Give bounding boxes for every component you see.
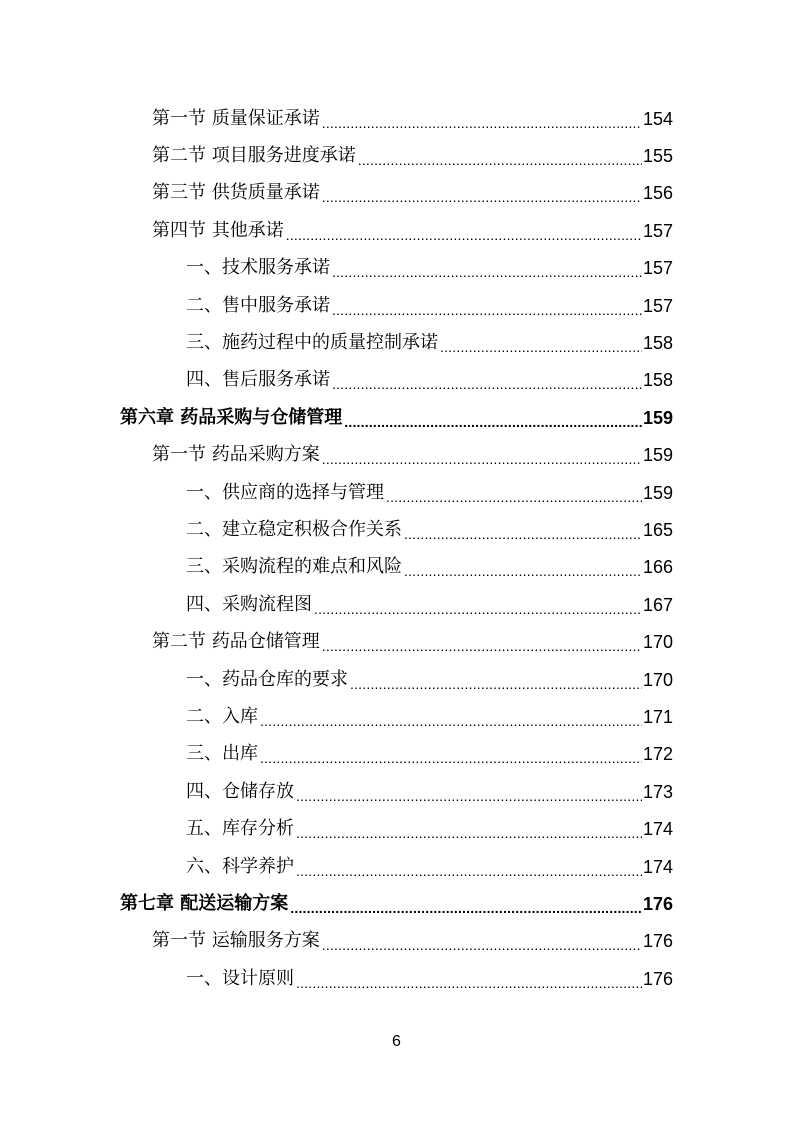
dot-leader [314,594,642,616]
dot-leader [358,145,642,167]
dot-leader [350,669,642,691]
dot-leader [322,444,642,466]
dot-leader [322,108,642,130]
dot-leader [386,482,642,504]
toc-entry-title: 第四节 其他承诺 [152,219,284,241]
toc-entry-item[interactable] [186,474,673,511]
dot-leader [344,407,642,429]
toc-entry-page-number: 157 [642,258,673,279]
toc-entry-title: 一、技术服务承诺 [186,257,330,279]
toc-entry-page-number: 157 [642,220,673,241]
dot-leader [322,930,642,952]
toc-entry-page-number: 159 [642,445,673,466]
toc-entry-page-number: 157 [642,295,673,316]
toc-entry-title: 一、药品仓库的要求 [186,668,348,690]
toc-entry-page-number: 167 [642,594,673,615]
dot-leader [332,295,642,317]
dot-leader [296,781,642,803]
toc-entry-title: 五、库存分析 [186,818,294,840]
toc-entry-title: 第七章 配送运输方案 [120,892,289,914]
toc-entry-item[interactable] [186,549,673,586]
toc-entry-title: 第一节 质量保证承诺 [152,107,320,129]
toc-entry-page-number: 158 [642,370,673,391]
toc-entry-page-number: 159 [642,407,673,428]
toc-entry-title: 三、采购流程的难点和风险 [186,556,402,578]
toc-entry-title: 第二节 项目服务进度承诺 [152,145,356,167]
dot-leader [404,519,642,541]
toc-entry-title: 三、出库 [186,743,258,765]
toc-entry-title: 二、入库 [186,705,258,727]
toc-entry-title: 四、仓储存放 [186,780,294,802]
dot-leader [322,631,642,653]
toc-entry-item[interactable] [186,511,673,548]
toc-entry-title: 四、采购流程图 [186,593,312,615]
toc-entry-page-number: 174 [642,856,673,877]
dot-leader [286,220,642,242]
toc-entry-item[interactable] [186,698,673,735]
dot-leader [260,743,642,765]
toc-entry-section[interactable] [152,137,673,174]
toc-entry-item[interactable] [186,586,673,623]
toc-entry-page-number: 174 [642,819,673,840]
toc-entry-title: 第二节 药品仓储管理 [152,631,320,653]
toc-entry-page-number: 173 [642,781,673,802]
toc-entry-section[interactable] [152,437,673,474]
toc-entry-item[interactable] [186,661,673,698]
dot-leader [322,182,642,204]
toc-entry-title: 三、施药过程中的质量控制承诺 [186,332,438,354]
toc-entry-page-number: 165 [642,519,673,540]
toc-entry-page-number: 172 [642,744,673,765]
toc-entry-item[interactable] [186,362,673,399]
toc-entry-page-number: 176 [642,893,673,914]
toc-entry-page-number: 154 [642,108,673,129]
toc-entry-section[interactable] [152,623,673,660]
dot-leader [332,257,642,279]
toc-entry-page-number: 171 [642,706,673,727]
toc-entry-title: 一、供应商的选择与管理 [186,481,384,503]
dot-leader [296,818,642,840]
toc-entry-chapter[interactable] [120,885,673,922]
toc-entry-chapter[interactable] [120,399,673,436]
dot-leader [296,968,642,990]
toc-entry-item[interactable] [186,773,673,810]
dot-leader [296,856,642,878]
toc-entry-item[interactable] [186,960,673,997]
toc-entry-title: 第六章 药品采购与仓储管理 [120,406,343,428]
toc-entry-title: 二、售中服务承诺 [186,294,330,316]
table-of-contents [0,100,793,997]
toc-entry-page-number: 158 [642,333,673,354]
toc-entry-section[interactable] [152,100,673,137]
toc-entry-item[interactable] [186,287,673,324]
dot-leader [260,706,642,728]
page-number: 6 [392,1033,401,1050]
dot-leader [404,556,642,578]
toc-entry-item[interactable] [186,250,673,287]
toc-entry-item[interactable] [186,324,673,361]
toc-entry-section[interactable] [152,923,673,960]
dot-leader [290,893,642,915]
toc-entry-page-number: 176 [642,968,673,989]
toc-entry-section[interactable] [152,212,673,249]
toc-entry-section[interactable] [152,175,673,212]
toc-entry-title: 二、建立稳定积极合作关系 [186,518,402,540]
toc-entry-title: 第一节 药品采购方案 [152,444,320,466]
toc-entry-page-number: 156 [642,183,673,204]
toc-entry-page-number: 176 [642,931,673,952]
dot-leader [440,332,642,354]
toc-entry-page-number: 170 [642,669,673,690]
toc-entry-page-number: 170 [642,632,673,653]
toc-entry-title: 四、售后服务承诺 [186,369,330,391]
toc-entry-title: 第一节 运输服务方案 [152,930,320,952]
toc-entry-title: 第三节 供货质量承诺 [152,182,320,204]
toc-entry-title: 一、设计原则 [186,967,294,989]
toc-entry-title: 六、科学养护 [186,855,294,877]
toc-entry-page-number: 155 [642,146,673,167]
toc-entry-item[interactable] [186,736,673,773]
toc-entry-item[interactable] [186,848,673,885]
toc-entry-item[interactable] [186,810,673,847]
toc-entry-page-number: 159 [642,482,673,503]
dot-leader [332,369,642,391]
toc-entry-page-number: 166 [642,557,673,578]
